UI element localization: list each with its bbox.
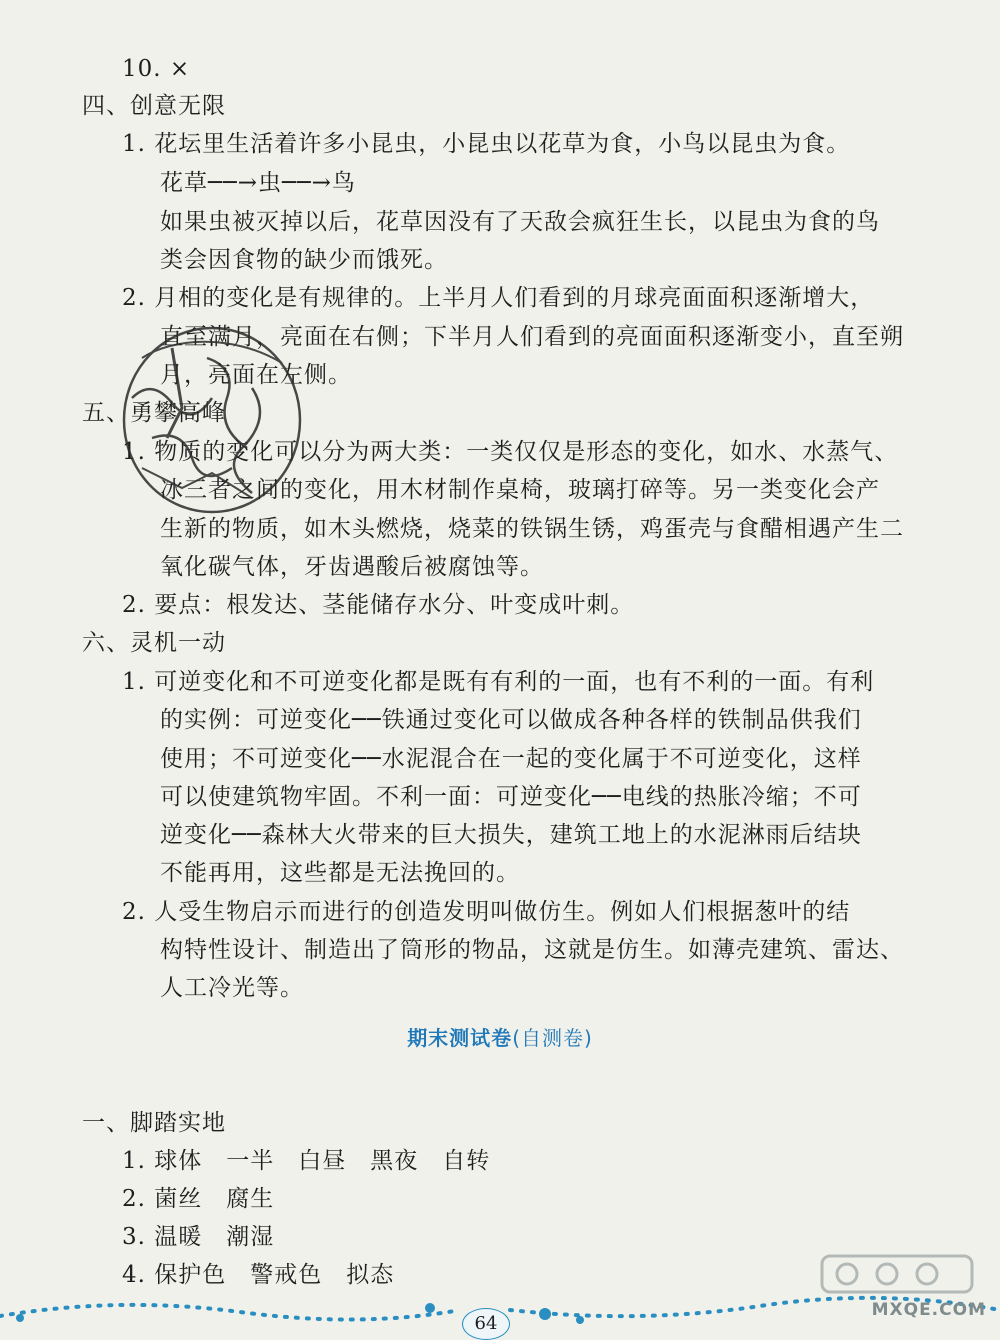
- answer-line: 类会因食物的缺少而饿死。: [160, 247, 448, 273]
- answer-line: 人工冷光等。: [160, 975, 304, 1001]
- test-title-sub: (自测卷): [512, 1026, 593, 1050]
- answer-line: 如果虫被灭掉以后，花草因没有了天敌会疯狂生长，以昆虫为食的鸟: [160, 209, 880, 235]
- answer-line: 1. 花坛里生活着许多小昆虫，小昆虫以花草为食，小鸟以昆虫为食。: [122, 131, 851, 157]
- answer-line: 2. 要点：根发达、茎能储存水分、叶变成叶刺。: [122, 592, 635, 618]
- answer-line: 直至满月，亮面在右侧；下半月人们看到的亮面面积逐渐变小，直至朔: [160, 324, 904, 350]
- answer-line: 2. 菌丝 腐生: [122, 1186, 275, 1212]
- answer-line: 生新的物质，如木头燃烧，烧菜的铁锅生锈，鸡蛋壳与食醋相遇产生二: [160, 516, 904, 542]
- answer-line: 1. 物质的变化可以分为两大类：一类仅仅是形态的变化，如水、水蒸气、: [122, 439, 899, 465]
- answer-line: 1. 球体 一半 白昼 黑夜 自转: [122, 1148, 491, 1174]
- section-heading: 五、勇攀高峰: [82, 400, 226, 426]
- answer-line: 逆变化──森林大火带来的巨大损失，建筑工地上的水泥淋雨后结块: [160, 822, 862, 848]
- answer-line: 不能再用，这些都是无法挽回的。: [160, 860, 520, 886]
- answer-line: 月，亮面在左侧。: [160, 362, 352, 388]
- section-heading: 四、创意无限: [82, 93, 226, 119]
- watermark-text: MXQE.COM: [871, 1300, 986, 1320]
- answer-line: 4. 保护色 警戒色 拟态: [122, 1262, 395, 1288]
- answer-line: 1. 可逆变化和不可逆变化都是既有有利的一面，也有不利的一面。有利: [122, 669, 875, 695]
- answer-line: 冰三者之间的变化，用木材制作桌椅，玻璃打碎等。另一类变化会产: [160, 477, 880, 503]
- test-title: [0, 1022, 1000, 1051]
- answer-line: 2. 人受生物启示而进行的创造发明叫做仿生。例如人们根据葱叶的结: [122, 899, 851, 925]
- answer-line: 使用；不可逆变化──水泥混合在一起的变化属于不可逆变化，这样: [160, 746, 862, 772]
- section-heading: 一、脚踏实地: [82, 1110, 226, 1136]
- answer-line: 3. 温暖 潮湿: [122, 1224, 275, 1250]
- test-title-main: 期末测试卷: [407, 1026, 513, 1050]
- page-number: 64: [462, 1308, 510, 1340]
- answer-line: 的实例：可逆变化──铁通过变化可以做成各种各样的铁制品供我们: [160, 707, 862, 733]
- answer-line: 构特性设计、制造出了筒形的物品，这就是仿生。如薄壳建筑、雷达、: [160, 937, 904, 963]
- food-chain: 花草──→虫──→鸟: [160, 170, 356, 196]
- answer-line: 10. ×: [122, 56, 191, 82]
- answer-line: 可以使建筑物牢固。不利一面：可逆变化──电线的热胀冷缩；不可: [160, 784, 862, 810]
- section-heading: 六、灵机一动: [82, 630, 226, 656]
- answer-line: 2. 月相的变化是有规律的。上半月人们看到的月球亮面面积逐渐增大，: [122, 285, 875, 311]
- answer-line: 氧化碳气体，牙齿遇酸后被腐蚀等。: [160, 554, 544, 580]
